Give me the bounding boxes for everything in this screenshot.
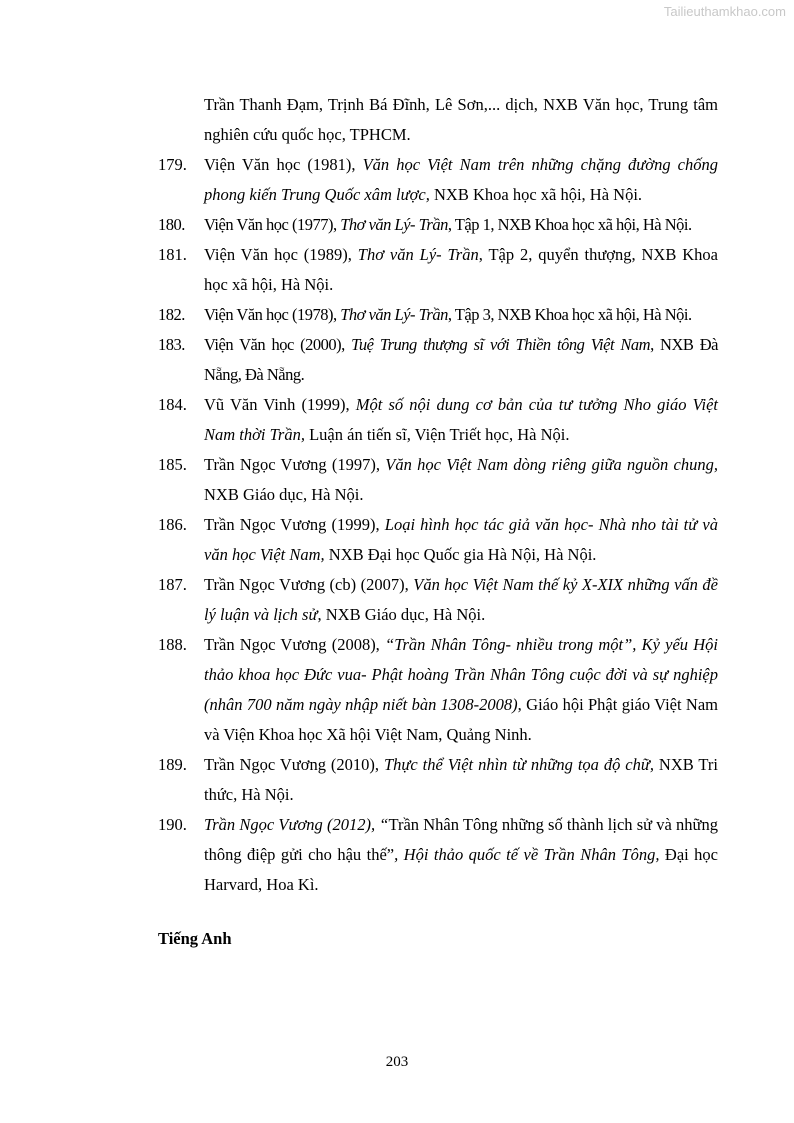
reference-number: 185. [158,455,187,474]
reference-author: Trần Ngọc Vương (2010), [204,755,384,774]
reference-item [158,300,718,330]
reference-author: Vũ Văn Vinh (1999), [204,395,356,414]
reference-number: 179. [158,155,187,174]
reference-title: Thơ văn Lý- Trần [340,215,448,234]
reference-number: 190. [158,815,187,834]
reference-list [158,90,718,900]
reference-author: Trần Ngọc Vương (2012), “ [204,815,389,834]
reference-publisher: NXB Đại học Quốc gia Hà Nội, Hà Nội. [324,545,597,564]
watermark: Tailieuthamkhao.com [663,4,786,19]
reference-number: 182. [158,305,185,324]
reference-title: Văn học Việt Nam trên những chặng đường chống phong kiến Trung Quốc xâm lược, [204,155,718,204]
reference-author: Viện Văn học (1978), [204,305,341,324]
reference-item [158,570,718,630]
reference-item [158,240,718,300]
reference-publisher: , Tập 2, quyển thượng, NXB Khoa học xã hội, Hà Nội. [204,245,718,294]
reference-item [158,450,718,510]
reference-title: , Hội thảo quốc tế về Trần Nhân Tông, [394,845,660,864]
reference-title: Thơ văn Lý- Trần [357,245,479,264]
reference-title: Loại hình học tác giả văn học- Nhà nho tài tử và văn học Việt Nam, [204,515,718,564]
reference-number: 187. [158,575,187,594]
reference-title: Tuệ Trung thượng sĩ với Thiền tông Việt Nam [351,335,651,354]
reference-title: Văn học Việt Nam dòng riêng giữa nguồn chung, [385,455,718,474]
reference-publisher: , Tập 3, NXB Khoa học xã hội, Hà Nội. [447,305,692,324]
reference-item [158,330,718,390]
reference-author: Trần Ngọc Vương (1999), [204,515,385,534]
reference-title: Văn học Việt Nam thế kỷ X-XIX những vấn đề lý luận và lịch sử [204,575,718,624]
reference-publisher: NXB Giáo dục, Hà Nội. [204,485,364,504]
reference-article: Trần Nhân Tông những số thành lịch sử và những thông điệp gửi cho hậu thế” [204,815,718,864]
reference-publisher: Đại học Harvard, Hoa Kì. [204,845,718,894]
reference-publisher: , NXB Giáo dục, Hà Nội. [317,605,486,624]
reference-item [158,630,718,750]
reference-publisher: , NXB Đà Nẵng, Đà Nẵng. [204,335,718,384]
reference-title: Thơ văn Lý- Trần [340,305,448,324]
page-number: 203 [385,1054,409,1070]
reference-author: Viện Văn học (2000), [204,335,352,354]
reference-item [158,810,718,900]
reference-item [158,210,718,240]
section-heading: Tiếng Anh [158,929,232,948]
reference-author: Viện Văn học (1981), [204,155,363,174]
reference-publisher: , Tập 1, NXB Khoa học xã hội, Hà Nội. [447,215,692,234]
reference-number: 180. [158,215,185,234]
reference-item [158,150,718,210]
reference-publisher: NXB Tri thức, Hà Nội. [204,755,718,804]
reference-publisher: Luận án tiến sĩ, Viện Triết học, Hà Nội. [304,425,570,444]
reference-item [158,510,718,570]
reference-number: 189. [158,755,187,774]
reference-continuation [158,90,718,150]
reference-number: 186. [158,515,187,534]
reference-item [158,750,718,810]
reference-number: 184. [158,395,187,414]
reference-publisher: NXB Khoa học xã hội, Hà Nội. [429,185,643,204]
reference-number: 188. [158,635,187,654]
reference-number: 183. [158,335,185,354]
reference-item [158,390,718,450]
reference-author: Viện Văn học (1977), [204,215,341,234]
reference-number: 181. [158,245,187,264]
reference-author: Viện Văn học (1989), [204,245,358,264]
reference-publisher: , Giáo hội Phật giáo Việt Nam và Viện Khoa học Xã hội Việt Nam, Quảng Ninh. [204,695,718,744]
reference-author: Trần Ngọc Vương (cb) (2007), [204,575,414,594]
reference-title: Thực thể Việt nhìn từ những tọa độ chữ, [383,755,654,774]
reference-title: Một số nội dung cơ bản của tư tưởng Nho giáo Việt Nam thời Trần, [204,395,718,444]
reference-text: Trần Thanh Đạm, Trịnh Bá Đĩnh, Lê Sơn,... dịch, NXB Văn học, Trung tâm nghiên cứu quốc học, TPHCM. [204,95,718,144]
reference-title: “Trần Nhân Tông- nhiều trong một”, Kỷ yếu Hội thảo khoa học Đức vua- Phật hoàng Trần Nhân Tông cuộc đời và sự nghiệp (nhân 700 năm ngày nhập niết bàn 1308-2008) [204,635,718,714]
reference-author: Trần Ngọc Vương (1997), [204,455,386,474]
reference-author: Trần Ngọc Vương (2008), [204,635,386,654]
